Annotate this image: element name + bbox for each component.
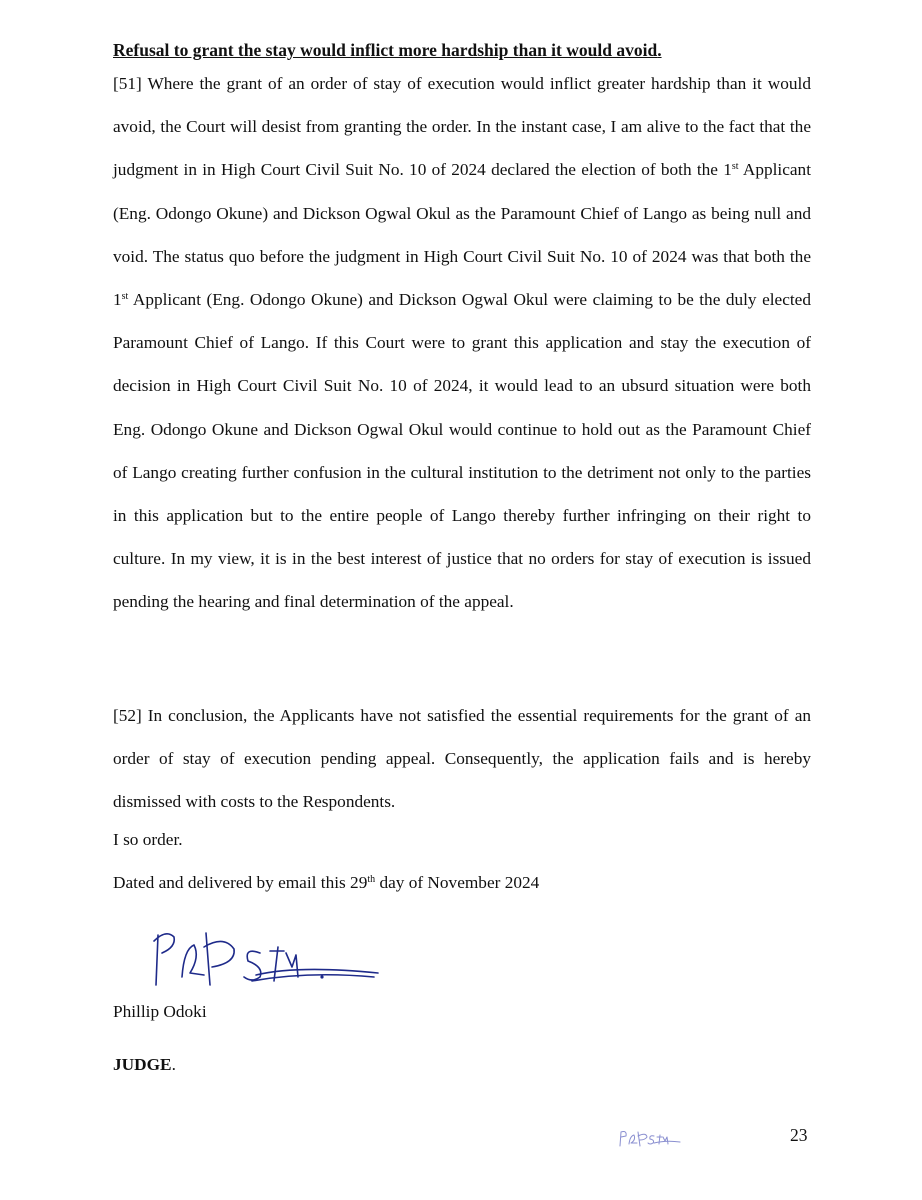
paragraph-51 — [113, 62, 811, 624]
order-statement: I so order. — [113, 830, 183, 849]
footer-initials — [618, 1128, 682, 1148]
paragraph-51-part-1: [51] Where the grant of an order of stay of execution would inflict greater hardship than it would avoid, the Court will desist from granting the order. In the instant case, I am alive to the fact that the judgment in in High Court Civil Suit No. 10 of 2024 declared the election of both the 1 — [113, 74, 811, 180]
judge-title — [113, 1055, 176, 1075]
ordinal-suffix: st — [121, 291, 129, 303]
judge-title-period: . — [171, 1055, 176, 1074]
judge-title-text: JUDGE — [113, 1055, 172, 1074]
section-heading-period: . — [657, 40, 662, 60]
dated-line — [113, 873, 539, 893]
section-heading-text: Refusal to grant the stay would inflict more hardship than it would avoid — [113, 40, 658, 60]
paragraph-51-part-2: Applicant (Eng. Odongo Okune) and Dickson Ogwal Okul as the Paramount Chief of Lango as being null and void. The status quo before the judgment in High Court Civil Suit No. 10 of 2024 was that both the 1 — [113, 160, 812, 310]
dated-line-suffix: day of November 2024 — [375, 873, 540, 892]
paragraph-52: [52] In conclusion, the Applicants have not satisfied the essential requirements for the grant of an order of stay of execution pending appeal. Consequently, the application fails and is hereby dismissed with costs to the Respondents. — [113, 706, 811, 812]
date-ordinal-suffix: th — [367, 874, 376, 885]
section-heading — [113, 40, 662, 61]
paragraph-51-part-3: Applicant (Eng. Odongo Okune) and Dickson Ogwal Okul were claiming to be the duly elected Paramount Chief of Lango. If this Court were to grant this application and stay the execution of decision in High Court Civil Suit No. 10 of 2024, it would lead to an ubsurd situation were both Eng. Odongo Okune and Dickson Ogwal Okul would continue to hold out as the Paramount Chief of Lango creating further confusion in the cultural institution to the detriment not only to the parties in this application but to the entire people of Lango thereby further infringing on their right to culture. In my view, it is in the best interest of justice that no orders for stay of execution is issued pending the hearing and final determination of the appeal. — [113, 290, 811, 612]
judge-signature — [148, 927, 383, 992]
dated-line-prefix: Dated and delivered by email this 29 — [113, 873, 368, 892]
ordinal-suffix: st — [731, 161, 739, 173]
judge-name: Phillip Odoki — [113, 1002, 207, 1021]
page-number: 23 — [790, 1125, 808, 1145]
